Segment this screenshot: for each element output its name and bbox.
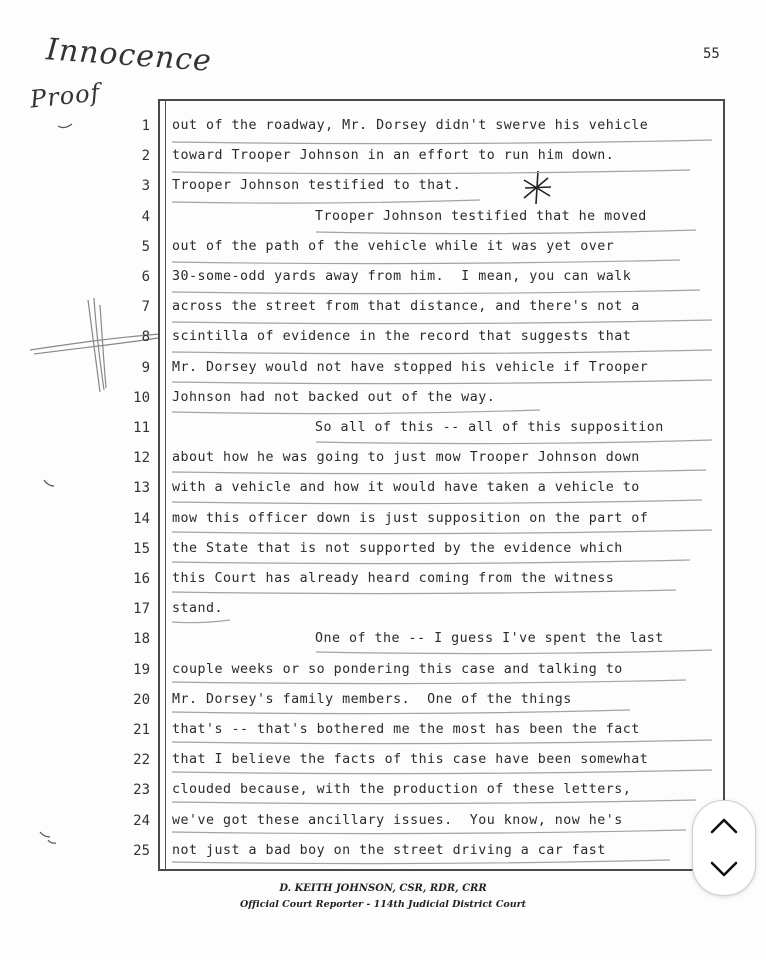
- handwritten-note-innocence: Innocence: [44, 32, 214, 79]
- page-number: 55: [703, 46, 720, 62]
- transcript-line: with a vehicle and how it would have taken a vehicle to: [172, 480, 640, 496]
- line-number: 21: [133, 722, 150, 738]
- line-number: 1: [141, 118, 150, 134]
- handwritten-note-proof: Proof: [28, 78, 102, 114]
- transcript-line: So all of this -- all of this supposition: [315, 420, 664, 435]
- transcript-line: One of the -- I guess I've spent the last: [315, 631, 664, 647]
- line-number: 4: [141, 208, 150, 225]
- transcript-line: Mr. Dorsey's family members. One of the things: [172, 691, 572, 707]
- scroll-down-button[interactable]: [693, 848, 755, 892]
- scroll-up-button[interactable]: [693, 803, 755, 847]
- transcript-line: Mr. Dorsey would not have stopped his vehicle if Trooper: [172, 359, 649, 375]
- transcript-line: not just a bad boy on the street driving a car fast: [172, 842, 606, 858]
- transcript-line: across the street from that distance, and there's not a: [172, 299, 640, 315]
- line-number: 8: [141, 329, 150, 346]
- line-number: 23: [133, 782, 150, 799]
- line-number: 14: [133, 510, 150, 527]
- line-number: 7: [141, 299, 150, 316]
- line-number: 11: [133, 420, 150, 436]
- transcript-line: the State that is not supported by the evidence which: [172, 540, 623, 556]
- transcript-line: out of the roadway, Mr. Dorsey didn't swerve his vehicle: [172, 118, 649, 133]
- transcript-line: about how he was going to just mow Trooper Johnson down: [172, 450, 640, 466]
- line-number: 15: [133, 540, 150, 557]
- line-number: 9: [141, 359, 150, 376]
- transcript-line: 30-some-odd yards away from him. I mean, you can walk: [172, 269, 632, 284]
- transcript-line: stand.: [172, 601, 224, 617]
- transcript-line: that I believe the facts of this case have been somewhat: [172, 752, 649, 768]
- transcript-line: that's -- that's bothered me the most has been the fact: [172, 722, 640, 737]
- transcript-line: Trooper Johnson testified that he moved: [315, 208, 647, 224]
- transcript-line: scintilla of evidence in the record that suggests that: [172, 329, 632, 345]
- transcript-line: Trooper Johnson testified to that.: [172, 178, 462, 194]
- chevron-up-icon: [709, 815, 739, 835]
- line-number: 13: [133, 480, 150, 497]
- line-number: 10: [133, 389, 150, 406]
- transcript-line: this Court has already heard coming from the witness: [172, 571, 615, 586]
- line-number: 19: [133, 661, 150, 678]
- line-number: 20: [133, 691, 150, 708]
- line-number: 6: [141, 269, 150, 285]
- line-number: 5: [141, 238, 150, 255]
- transcript-line: we've got these ancillary issues. You know, now he's: [172, 812, 623, 828]
- transcript-line: Johnson had not backed out of the way.: [172, 389, 496, 405]
- line-number: 12: [133, 450, 150, 467]
- line-number: 24: [133, 812, 150, 829]
- transcript-line: couple weeks or so pondering this case and talking to: [172, 661, 623, 677]
- line-number: 17: [133, 601, 150, 618]
- chevron-down-icon: [709, 860, 739, 880]
- transcript-line: toward Trooper Johnson in an effort to run him down.: [172, 148, 615, 164]
- line-number: 2: [141, 148, 150, 165]
- transcript-line: mow this officer down is just supposition on the part of: [172, 510, 649, 526]
- line-number: 22: [133, 752, 150, 769]
- line-number: 3: [141, 178, 150, 195]
- transcript-line: clouded because, with the production of these letters,: [172, 782, 632, 798]
- transcript-line: out of the path of the vehicle while it was yet over: [172, 238, 615, 254]
- footer-reporter-office: Official Court Reporter - 114th Judicial District Court: [239, 899, 527, 910]
- page-nav-control: [692, 800, 756, 896]
- footer-reporter-name: D. KEITH JOHNSON, CSR, RDR, CRR: [279, 883, 487, 894]
- line-number: 18: [133, 631, 150, 648]
- line-number: 16: [133, 571, 150, 587]
- line-number: 25: [133, 842, 150, 859]
